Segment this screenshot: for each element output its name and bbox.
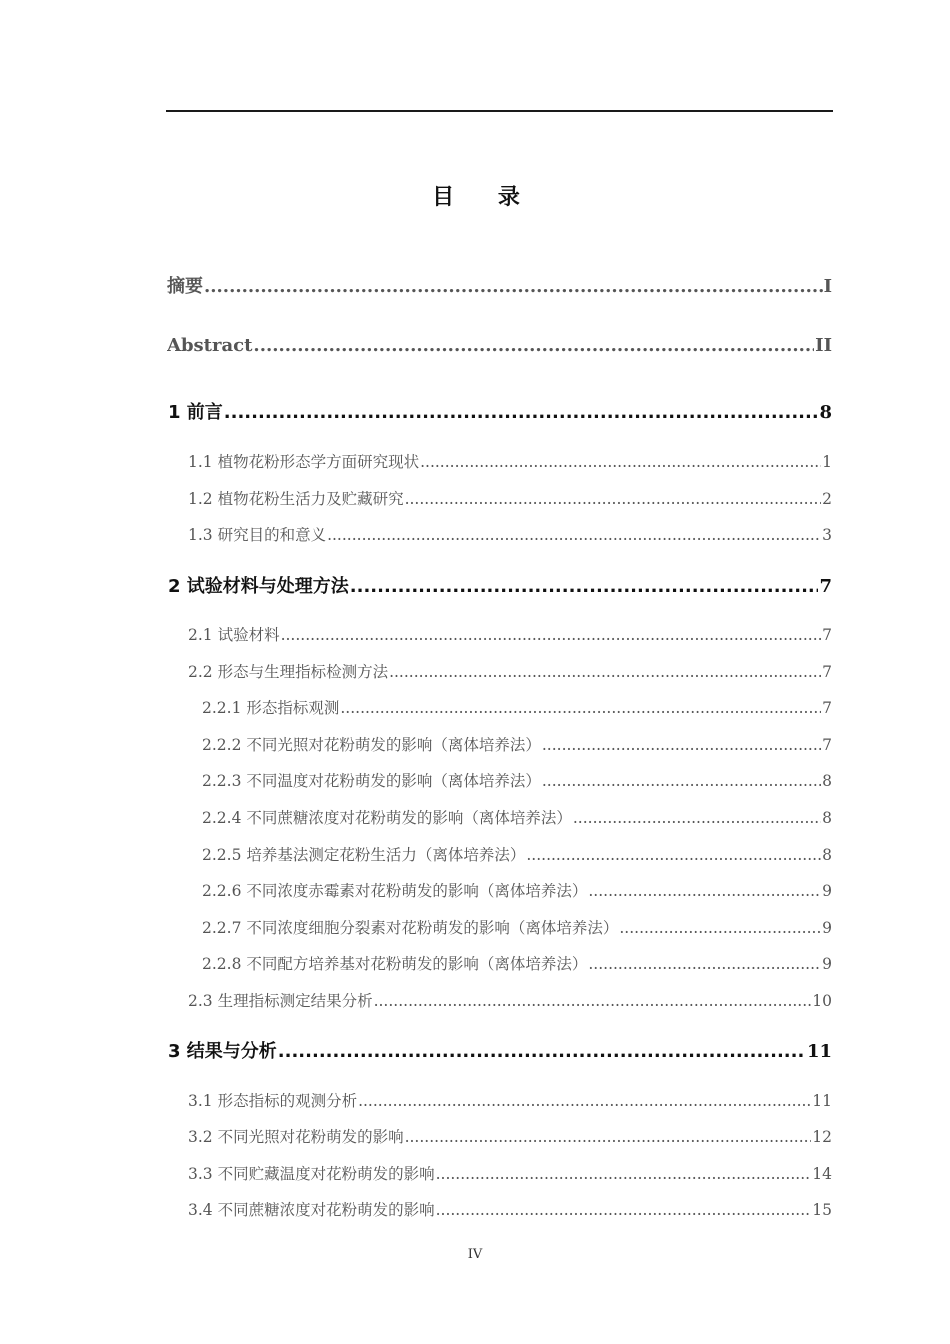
toc-leader-dots bbox=[389, 663, 821, 681]
toc-entry-label: 摘要 bbox=[167, 276, 203, 297]
toc-entry-label: 2.2.4 不同蔗糖浓度对花粉萌发的影响（离体培养法） bbox=[202, 809, 572, 827]
toc-leader-dots bbox=[253, 335, 814, 356]
toc-leader-dots bbox=[350, 576, 819, 597]
page-title: 目 录 bbox=[432, 185, 538, 210]
toc-entry-page: 8 bbox=[819, 402, 832, 423]
toc-entry-2-2-4[interactable] bbox=[202, 806, 832, 828]
toc-entry-page: 7 bbox=[822, 699, 832, 717]
toc-entry-label: 3.4 不同蔗糖浓度对花粉萌发的影响 bbox=[188, 1201, 435, 1219]
toc-entry-label: 2.2.8 不同配方培养基对花粉萌发的影响（离体培养法） bbox=[202, 955, 588, 973]
toc-entry-2-2-8[interactable] bbox=[202, 952, 832, 974]
toc-entry-label: Abstract bbox=[167, 335, 253, 356]
toc-entry-3-4[interactable] bbox=[188, 1198, 832, 1220]
toc-leader-dots bbox=[340, 699, 821, 717]
toc-entry-page: 12 bbox=[812, 1128, 832, 1146]
toc-entry-2-2-5[interactable] bbox=[202, 843, 832, 865]
toc-entry-page: 8 bbox=[822, 772, 832, 790]
toc-leader-dots bbox=[374, 992, 812, 1010]
toc-entry-page: 9 bbox=[822, 955, 832, 973]
toc-entry-label: 2.3 生理指标测定结果分析 bbox=[188, 992, 373, 1010]
toc-entry-abstract-en[interactable] bbox=[167, 335, 832, 356]
toc-entry-page: 9 bbox=[822, 919, 832, 937]
toc-entry-label: 3.3 不同贮藏温度对花粉萌发的影响 bbox=[188, 1165, 435, 1183]
toc-leader-dots bbox=[588, 882, 821, 900]
toc-entry-page: 14 bbox=[812, 1165, 832, 1183]
toc-entry-label: 2.1 试验材料 bbox=[188, 626, 280, 644]
toc-entry-page: 2 bbox=[822, 490, 832, 508]
toc-entry-page: 10 bbox=[812, 992, 832, 1010]
toc-entry-2-2-2[interactable] bbox=[202, 733, 832, 755]
toc-leader-dots bbox=[224, 402, 819, 423]
toc-entry-label: 2.2.2 不同光照对花粉萌发的影响（离体培养法） bbox=[202, 736, 541, 754]
toc-entry-2-2-1[interactable] bbox=[202, 696, 832, 718]
toc-entry-label: 2.2.1 形态指标观测 bbox=[202, 699, 340, 717]
toc-entry-page: 9 bbox=[822, 882, 832, 900]
toc-entry-page: 11 bbox=[806, 1041, 832, 1062]
toc-entry-label: 2.2.6 不同浓度赤霉素对花粉萌发的影响（离体培养法） bbox=[202, 882, 588, 900]
toc-leader-dots bbox=[281, 626, 822, 644]
toc-leader-dots bbox=[542, 736, 821, 754]
toc-leader-dots bbox=[619, 919, 821, 937]
toc-entry-page: 8 bbox=[822, 809, 832, 827]
toc-entry-2-3[interactable] bbox=[188, 989, 832, 1011]
toc-entry-page: 7 bbox=[822, 626, 832, 644]
toc-entry-page: 7 bbox=[819, 576, 832, 597]
toc-entry-3-2[interactable] bbox=[188, 1125, 832, 1147]
toc-entry-3-1[interactable] bbox=[188, 1089, 832, 1111]
toc-entry-page: II bbox=[815, 335, 832, 356]
toc-entry-label: 1.1 植物花粉形态学方面研究现状 bbox=[188, 453, 420, 471]
toc-leader-dots bbox=[436, 1201, 812, 1219]
toc-entry-label: 2.2.3 不同温度对花粉萌发的影响（离体培养法） bbox=[202, 772, 541, 790]
toc-leader-dots bbox=[327, 526, 821, 544]
toc-entry-3-3[interactable] bbox=[188, 1162, 832, 1184]
toc-entry-chapter-1[interactable] bbox=[168, 398, 832, 424]
toc-entry-page: 3 bbox=[822, 526, 832, 544]
toc-entry-label: 3.1 形态指标的观测分析 bbox=[188, 1092, 358, 1110]
toc-entry-label: 1.3 研究目的和意义 bbox=[188, 526, 327, 544]
toc-entry-label: 1 前言 bbox=[168, 402, 223, 423]
toc-leader-dots bbox=[204, 276, 823, 297]
toc-entry-page: 7 bbox=[822, 663, 832, 681]
toc-entry-1-2[interactable] bbox=[188, 487, 832, 509]
toc-entry-2-2-3[interactable] bbox=[202, 769, 832, 791]
toc-leader-dots bbox=[405, 490, 822, 508]
toc-entry-1-3[interactable] bbox=[188, 523, 832, 545]
toc-entry-label: 2 试验材料与处理方法 bbox=[168, 576, 349, 597]
toc-entry-2-2[interactable] bbox=[188, 660, 832, 682]
toc-leader-dots bbox=[405, 1128, 812, 1146]
toc-entry-page: 8 bbox=[822, 846, 832, 864]
toc-leader-dots bbox=[420, 453, 821, 471]
toc-entry-2-1[interactable] bbox=[188, 623, 832, 645]
toc-leader-dots bbox=[278, 1041, 806, 1062]
toc-leader-dots bbox=[526, 846, 821, 864]
toc-entry-chapter-3[interactable] bbox=[168, 1037, 832, 1063]
toc-entry-label: 3.2 不同光照对花粉萌发的影响 bbox=[188, 1128, 404, 1146]
toc-entry-page: I bbox=[823, 276, 832, 297]
toc-leader-dots bbox=[588, 955, 821, 973]
toc-entry-page: 7 bbox=[822, 736, 832, 754]
toc-entry-chapter-2[interactable] bbox=[168, 572, 832, 598]
toc-entry-2-2-6[interactable] bbox=[202, 879, 832, 901]
toc-leader-dots bbox=[358, 1092, 811, 1110]
toc-leader-dots bbox=[542, 772, 821, 790]
toc-leader-dots bbox=[573, 809, 821, 827]
toc-entry-label: 1.2 植物花粉生活力及贮藏研究 bbox=[188, 490, 404, 508]
toc-entry-label: 3 结果与分析 bbox=[168, 1041, 277, 1062]
toc-entry-1-1[interactable] bbox=[188, 450, 832, 472]
toc-entry-label: 2.2.5 培养基法测定花粉生活力（离体培养法） bbox=[202, 846, 526, 864]
header-rule bbox=[166, 110, 833, 112]
toc-entry-2-2-7[interactable] bbox=[202, 916, 832, 938]
toc-entry-page: 11 bbox=[812, 1092, 832, 1110]
toc-leader-dots bbox=[436, 1165, 812, 1183]
toc-entry-page: 15 bbox=[812, 1201, 832, 1219]
page-number-footer: IV bbox=[467, 1247, 483, 1262]
toc-entry-abstract-cn[interactable] bbox=[167, 272, 832, 298]
toc-entry-label: 2.2.7 不同浓度细胞分裂素对花粉萌发的影响（离体培养法） bbox=[202, 919, 619, 937]
toc-entry-label: 2.2 形态与生理指标检测方法 bbox=[188, 663, 389, 681]
toc-entry-page: 1 bbox=[822, 453, 832, 471]
